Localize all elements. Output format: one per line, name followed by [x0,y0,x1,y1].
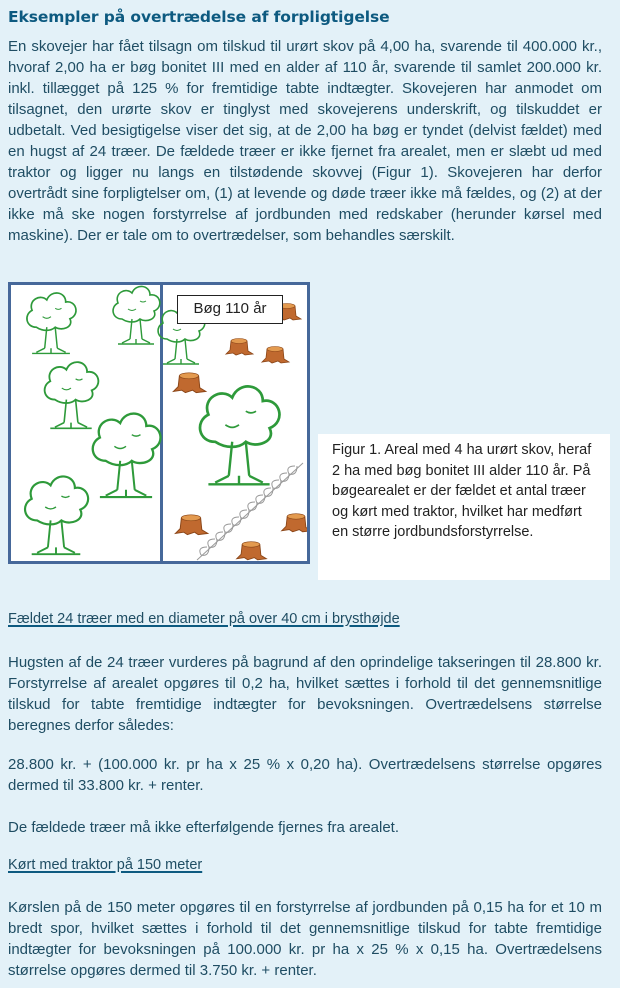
section-heading-tractor: Kørt med traktor på 150 meter [8,857,203,873]
forest-illustration [11,285,307,561]
tree-icon [45,362,99,428]
stump-icon [173,373,205,393]
tree-icon [113,286,160,344]
felling-calculation: 28.800 kr. + (100.000 kr. pr ha x 25 % x 0,20 ha). Overtrædelsens størrelse opgøres dermed til 33.800 kr. + renter. [8,756,602,794]
tree-icon [93,414,161,497]
stump-icon [282,514,307,532]
figure-forest-map [8,282,310,564]
tractor-paragraph: Kørslen på de 150 meter opgøres til en forstyrrelse af jordbunden på 0,15 ha for et 10 m bredt spor, hvilket sættes i forhold til det gennemsnitlige tilskud for tabte fremtidige indtægter for bevoksningen på 100.000 kr. pr ha x 25 % x 0,15 ha. Overtrædelsens størrelse opgøres dermed til 3.750 kr. + renter. [8,899,602,979]
figure-caption: Figur 1. Areal med 4 ha urørt skov, heraf 2 ha med bøg bonitet III alder 110 år. På bøgearealet er der fældet et antal træer og kørt med traktor, hvilket har medført en større jordbundsforstyrrelse. [318,434,610,580]
stump-icon [262,347,289,364]
felling-paragraph: Hugsten af de 24 træer vurderes på bagrund af den oprindelige takseringen til 28.800 kr. Forstyrrelse af arealet opgøres til 0,2 ha, hvilket sættes i forhold til det gennemsnitlige tilskud for tabte fremtidige indtægter for bevoksningen. Overtrædelsens størrelse beregnes derfor således: [8,654,602,734]
tree-icon [200,386,279,484]
stump-icon [175,515,207,535]
felling-note: De fældede træer må ikke efterfølgende fjernes fra arealet. [8,819,400,836]
intro-paragraph: En skovejer har fået tilsagn om tilskud til urørt skov på 4,00 ha, svarende til 400.000 kr., hvoraf 2,00 ha er bøg bonitet III med en alder af 110 år, svarende til samlet 200.000 kr. inkl. tillægget på 125 % for fremtidige tabte indtægter. Skovejeren har anmodet om tilsagnet, den urørte skov er tinglyst med skovejerens underskrift, og tilskuddet er udbetalt. Ved besigtigelse viser det sig, at de 2,00 ha bøg er tyndet (delvist fældet) med en hugst af 24 træer. De fældede træer er ikke fjernet fra arealet, men er slæbt ud med traktor og ligger nu langs en tilstødende skovvej (Figur 1). Skovejeren har derfor overtrådt sine forpligtelser om, (1) at levende og døde træer ikke må fældes, og (2) at der ikke må ske nogen forstyrrelse af jordbunden med redskaber (herunder kørsel med maskine). Der er tale om to overtrædelser, som behandles særskilt. [8,38,602,244]
tree-icon [27,293,76,353]
stump-icon [237,542,267,560]
section-heading-felling: Fældet 24 træer med en diameter på over 40 cm i brysthøjde [8,611,400,627]
stump-icon [226,339,253,356]
tree-icon [25,476,88,554]
figure-label-beech: Bøg 110 år [177,295,283,324]
page-title: Eksempler på overtrædelse af forpligtigelse [8,8,390,26]
